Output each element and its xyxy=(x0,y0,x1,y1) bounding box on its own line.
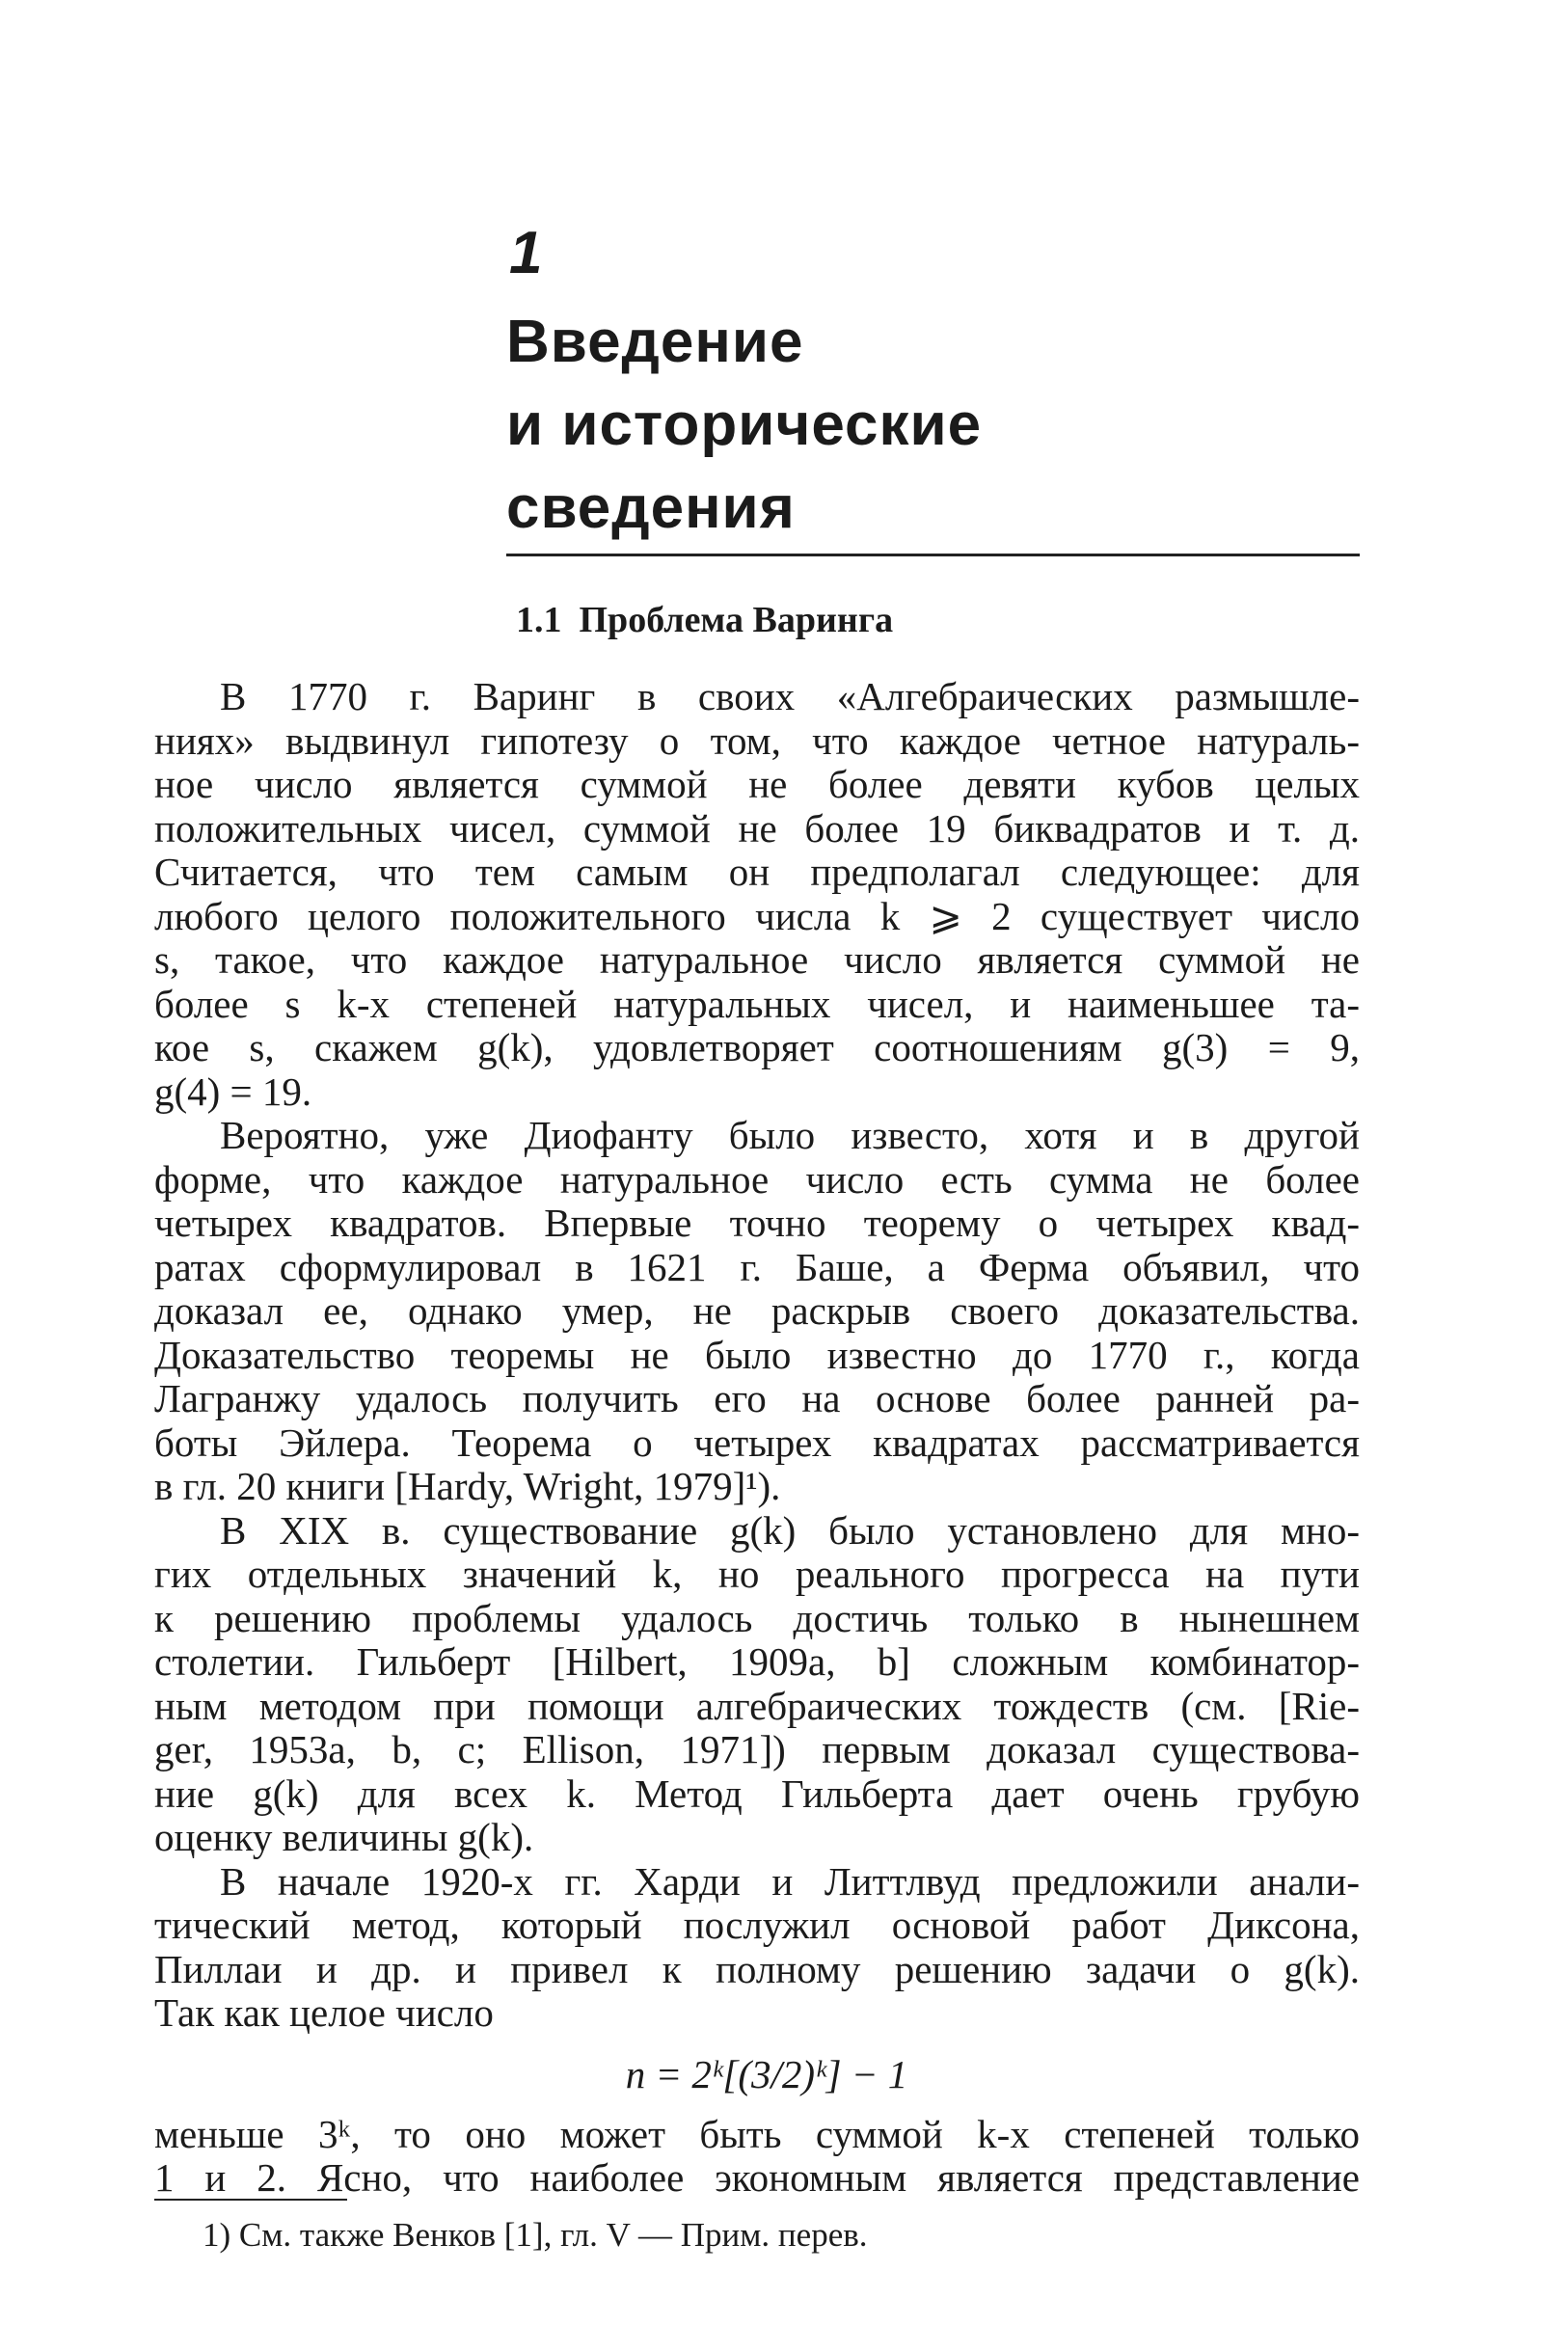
text-line: четырех квадратов. Впервые точно теорему о четырех квад- xyxy=(154,1201,1360,1245)
text-line: меньше 3ᵏ, то оно может быть суммой k-х степеней только xyxy=(154,2111,1360,2156)
text-line: Считается, что тем самым он предполагал следующее: для xyxy=(154,850,1360,894)
section-title: Проблема Варинга xyxy=(579,600,894,640)
chapter-title-line: Введение xyxy=(506,309,804,375)
text-line: 1 и 2. Ясно, что наиболее экономным является представление xyxy=(154,2155,1360,2200)
footnote xyxy=(203,2214,868,2257)
text-line: ратах сформулировал в 1621 г. Баше, а Ферма объявил, что xyxy=(154,1244,1360,1289)
footnote-divider xyxy=(154,2199,347,2201)
text-line: в гл. 20 книги [Hardy, Wright, 1979]¹). xyxy=(154,1464,781,1508)
text-line: Пиллаи и др. и привел к полному решению задачи о g(k). xyxy=(154,1946,1360,1991)
text-line: Лагранжу удалось получить его на основе более ранней ра- xyxy=(154,1376,1360,1420)
section-heading xyxy=(516,596,893,644)
text-line: ger, 1953a, b, c; Ellison, 1971]) первым доказал существова- xyxy=(154,1727,1360,1771)
footnote-text: См. также Венков [1], гл. V — Прим. перев. xyxy=(238,2216,868,2254)
text-line: к решению проблемы удалось достичь только в нынешнем xyxy=(154,1595,1360,1640)
chapter-title xyxy=(506,301,982,550)
section-number: 1.1 xyxy=(516,600,562,640)
text-line: оценку величины g(k). xyxy=(154,1815,534,1859)
text-line: В XIX в. существование g(k) было установлено для мно- xyxy=(220,1507,1360,1553)
main-text xyxy=(154,675,1360,2201)
chapter-title-line: сведения xyxy=(506,474,796,541)
text-line: форме, что каждое натуральное число есть сумма не более xyxy=(154,1156,1360,1202)
chapter-divider xyxy=(506,554,1360,556)
text-line: боты Эйлера. Теорема о четырех квадратах рассматривается xyxy=(154,1419,1360,1465)
text-line: В начале 1920-х гг. Харди и Литтлвуд предложили анали- xyxy=(220,1858,1360,1904)
text-line: s, такое, что каждое натуральное число является суммой не xyxy=(154,937,1360,982)
footnote-marker: 1) xyxy=(203,2216,231,2254)
chapter-title-line: и исторические xyxy=(506,392,983,458)
chapter-number: 1 xyxy=(509,220,543,286)
text-line: более s k-х степеней натуральных чисел, и наименьшее та- xyxy=(154,981,1360,1026)
text-line: В 1770 г. Варинг в своих «Алгебраических размышле- xyxy=(220,674,1360,718)
text-line: ниях» выдвинул гипотезу о том, что каждое четное натураль- xyxy=(154,717,1360,763)
text-line: доказал ее, однако умер, не раскрыв своего доказательства. xyxy=(154,1288,1360,1333)
text-line: ное число является суммой не более девяти кубов целых xyxy=(154,762,1360,806)
text-line: положительных чисел, суммой не более 19 биквадратов и т. д. xyxy=(154,805,1360,851)
text-line: Доказательство теоремы не было известно до 1770 г., когда xyxy=(154,1332,1360,1377)
text-line: Вероятно, уже Диофанту было известо, хотя и в другой xyxy=(220,1113,1360,1157)
text-line: любого целого положительного числа k ⩾ 2 существует число xyxy=(154,893,1360,938)
text-line: тический метод, который послужил основой работ Диксона, xyxy=(154,1903,1360,1947)
text-line: кое s, скажем g(k), удовлетворяет соотношениям g(3) = 9, xyxy=(154,1025,1360,1069)
display-formula: n = 2ᵏ[(3/2)ᵏ] − 1 xyxy=(625,2051,908,2096)
text-line: гих отдельных значений k, но реального прогресса на пути xyxy=(154,1552,1360,1596)
text-line: ние g(k) для всех k. Метод Гильберта дает очень грубую xyxy=(154,1771,1360,1816)
text-line: столетии. Гильберт [Hilbert, 1909a, b] сложным комбинатор- xyxy=(154,1639,1360,1684)
text-line: Так как целое число xyxy=(154,1990,494,2035)
text-line: ным методом при помощи алгебраических тождеств (см. [Rie- xyxy=(154,1683,1360,1728)
text-line: g(4) = 19. xyxy=(154,1068,312,1114)
